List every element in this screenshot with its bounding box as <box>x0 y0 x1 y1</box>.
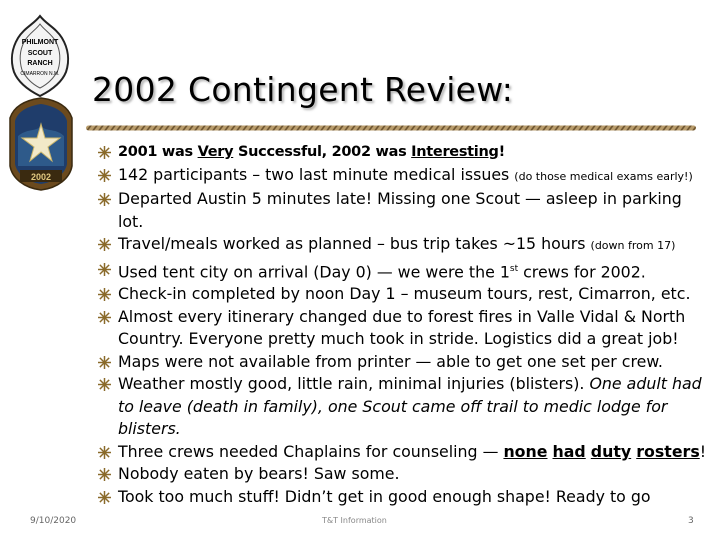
spark-bullet-icon <box>98 356 111 369</box>
bullet-text: Used tent city on arrival (Day 0) — we were the 1 <box>118 261 510 281</box>
bullet-text: duty <box>590 441 632 461</box>
bullet-text: Maps were not available from printer — able to get one set per crew. <box>118 351 663 371</box>
bullet-text: st <box>509 263 519 274</box>
bullet-text: Weather mostly good, little rain, minimal injuries (blisters). <box>118 374 590 394</box>
spark-bullet-icon <box>98 288 111 301</box>
page-number: 3 <box>688 516 694 526</box>
spark-bullet-icon <box>98 169 111 182</box>
bullet-item <box>98 141 710 164</box>
spark-bullet-icon <box>98 193 111 206</box>
bullet-text: rosters <box>636 441 700 461</box>
spark-bullet-icon <box>98 491 111 504</box>
bullet-item <box>98 258 710 284</box>
bullet-item <box>98 373 710 441</box>
bullet-item <box>98 164 710 189</box>
bullet-item <box>98 486 710 509</box>
bullet-text: Travel/meals worked as planned – bus trip takes ~15 hours <box>118 234 591 253</box>
bullet-text: One adult had to leave (death in family), one Scout came off trail to medic lodge for blisters. <box>118 374 702 439</box>
spark-bullet-icon <box>98 263 111 276</box>
contingent-badge-logo <box>6 96 76 192</box>
badge-year: 2002 <box>30 172 52 182</box>
bullet-text: Very <box>197 144 234 160</box>
bullet-item <box>98 283 710 306</box>
spark-bullet-icon <box>98 468 111 481</box>
bullet-text: Check-in completed by noon Day 1 – museum tours, rest, Cimarron, etc. <box>118 284 691 304</box>
bullet-item <box>98 233 710 258</box>
bullet-text: Successful, 2002 was <box>233 144 412 160</box>
philmont-arrowhead-logo <box>4 14 76 98</box>
bullet-item <box>98 188 710 233</box>
footer-date: 9/10/2020 <box>30 516 77 526</box>
bullet-text: (down from 17) <box>590 239 676 252</box>
footer-title: T&T Information <box>322 516 387 525</box>
bullet-text: Nobody eaten by bears! Saw some. <box>118 464 400 484</box>
bullet-text: ! <box>699 441 707 461</box>
bullet-item <box>98 441 710 464</box>
spark-bullet-icon <box>98 146 111 159</box>
bullet-text: Three crews needed Chaplains for counseling — <box>118 441 504 461</box>
bullet-text: ! <box>498 144 505 160</box>
logo-line-2: SCOUT <box>27 50 53 57</box>
bullet-text: had <box>552 441 586 461</box>
bullet-text: 2001 was <box>118 144 198 160</box>
logo-line-4: CIMARRON N.M. <box>20 71 60 77</box>
bullet-text: Took too much stuff! Didn’t get in good enough shape! Ready to go <box>118 486 651 506</box>
bullet-text: Interesting <box>411 144 499 160</box>
bullet-text: 142 participants – two last minute medical issues <box>118 164 515 184</box>
logo-line-3: RANCH <box>27 60 53 67</box>
spark-bullet-icon <box>98 238 111 251</box>
bullet-list <box>98 141 710 508</box>
bullet-item <box>98 351 710 374</box>
spark-bullet-icon <box>98 311 111 324</box>
bullet-text: crews for 2002. <box>518 261 646 281</box>
bullet-text: (do those medical exams early!) <box>514 169 693 183</box>
bullet-text: Almost every itinerary changed due to forest fires in Valle Vidal & North Country. Everyone pretty much took in stride. Logistics did a great job! <box>118 306 686 349</box>
bullet-text: Departed Austin 5 minutes late! Missing one Scout — asleep in parking lot. <box>118 189 682 231</box>
logo-line-1: PHILMONT <box>21 39 59 46</box>
rope-divider <box>86 124 696 132</box>
bullet-item <box>98 306 710 351</box>
page-title: 2002 Contingent Review: <box>92 70 514 109</box>
bullet-text: none <box>503 441 548 461</box>
spark-bullet-icon <box>98 378 111 391</box>
bullet-item <box>98 463 710 486</box>
spark-bullet-icon <box>98 446 111 459</box>
